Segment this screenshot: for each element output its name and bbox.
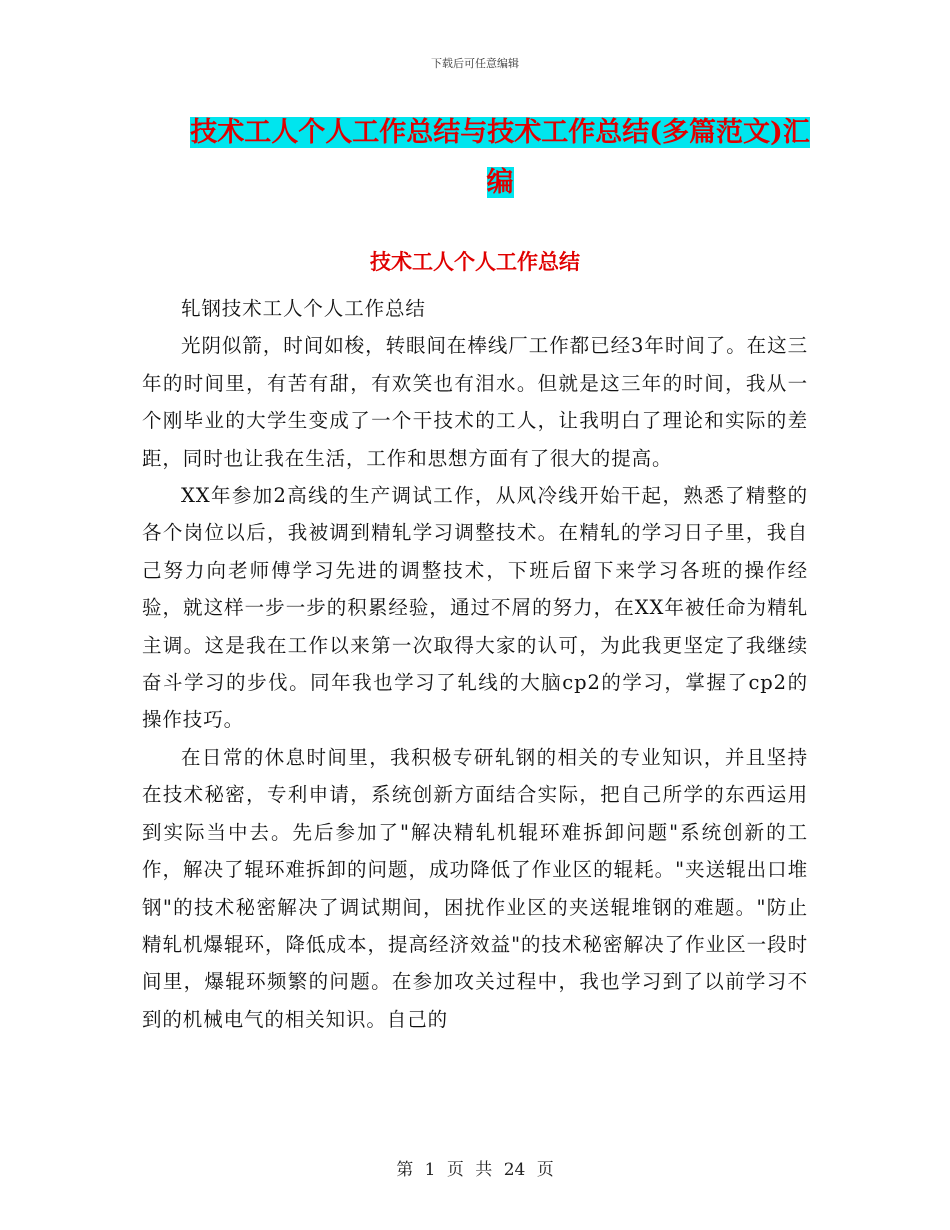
document-body	[142, 290, 808, 1038]
section-heading: 技术工人个人工作总结	[370, 249, 580, 274]
document-title	[190, 108, 810, 208]
paragraph: 在日常的休息时间里，我积极专研轧钢的相关的专业知识，并且坚持在技术秘密，专利申请，系统创新方面结合实际，把自己所学的东西运用到实际当中去。先后参加了"解决精轧机辊环难拆卸问题"系统创新的工作，解决了辊环难拆卸的问题，成功降低了作业区的辊耗。"夹送辊出口堆钢"的技术秘密解决了调试期间，困扰作业区的夹送辊堆钢的难题。"防止精轧机爆辊环，降低成本，提高经济效益"的技术秘密解决了作业区一段时间里，爆辊环频繁的问题。在参加攻关过程中，我也学习到了以前学习不到的机械电气的相关知识。自己的	[142, 745, 808, 1031]
paragraph-subtitle: 轧钢技术工人个人工作总结	[181, 297, 426, 320]
header-note: 下载后可任意编辑	[431, 57, 519, 70]
paragraph: 光阴似箭，时间如梭，转眼间在棒线厂工作都已经3年时间了。在这三年的时间里，有苦有甜，有欢笑也有泪水。但就是这三年的时间，我从一个刚毕业的大学生变成了一个干技术的工人，让我明白了理论和实际的差距，同时也让我在生活，工作和思想方面有了很大的提高。	[142, 334, 808, 470]
document-title-text: 技术工人个人工作总结与技术工作总结(多篇范文)汇编	[190, 117, 810, 198]
page-number-footer: 第 1 页 共 24 页	[396, 1160, 554, 1180]
paragraph: XX年参加2高线的生产调试工作，从风冷线开始干起，熟悉了精整的各个岗位以后，我被调到精轧学习调整技术。在精轧的学习日子里，我自己努力向老师傅学习先进的调整技术，下班后留下来学习各班的操作经验，就这样一步一步的积累经验，通过不屑的努力，在XX年被任命为精轧主调。这是我在工作以来第一次取得大家的认可，为此我更坚定了我继续奋斗学习的步伐。同年我也学习了轧线的大脑cp2的学习，掌握了cp2的操作技巧。	[142, 484, 808, 732]
